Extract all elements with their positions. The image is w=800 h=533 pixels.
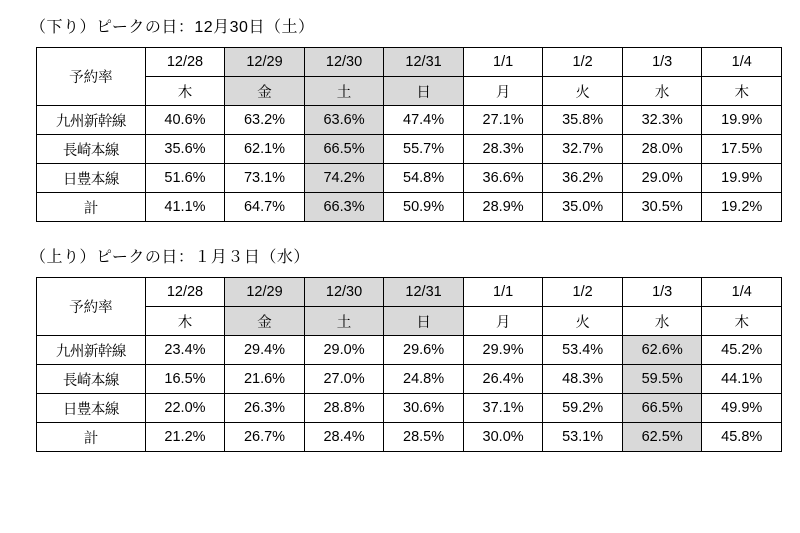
table-cell-rate: 27.0% [304, 365, 384, 394]
table-cell-rate: 30.5% [622, 193, 702, 222]
column-header-date: 12/31 [384, 278, 464, 307]
table-cell-rate: 28.0% [622, 135, 702, 164]
column-header-dayofweek: 木 [702, 307, 782, 336]
column-header-dayofweek: 土 [304, 307, 384, 336]
column-header-dayofweek: 月 [463, 307, 543, 336]
table-cell-rate: 63.6% [304, 106, 384, 135]
table-cell-rate: 30.6% [384, 394, 464, 423]
table-cell-rate: 30.0% [463, 423, 543, 452]
table-corner-label: 予約率 [37, 48, 146, 106]
table-cell-rate: 49.9% [702, 394, 782, 423]
column-header-dayofweek: 木 [702, 77, 782, 106]
column-header-date: 12/31 [384, 48, 464, 77]
table-cell-rate: 35.0% [543, 193, 623, 222]
row-label: 九州新幹線 [37, 336, 146, 365]
row-label: 長崎本線 [37, 365, 146, 394]
column-header-date: 1/4 [702, 278, 782, 307]
table-cell-rate: 19.9% [702, 106, 782, 135]
column-header-dayofweek: 土 [304, 77, 384, 106]
table-cell-rate: 28.9% [463, 193, 543, 222]
table-row [37, 135, 782, 164]
table-cell-rate: 51.6% [145, 164, 225, 193]
table-cell-rate: 64.7% [225, 193, 305, 222]
section-inbound [30, 244, 778, 452]
table-cell-rate: 63.2% [225, 106, 305, 135]
section-caption-outbound: （下り）ピークの日：12月30日（土） [30, 19, 315, 36]
table-row [37, 394, 782, 423]
column-header-dayofweek: 水 [622, 307, 702, 336]
column-header-date: 1/2 [543, 278, 623, 307]
section-outbound [30, 14, 778, 222]
column-header-dayofweek: 金 [225, 307, 305, 336]
table-cell-rate: 21.6% [225, 365, 305, 394]
table-cell-rate: 74.2% [304, 164, 384, 193]
table-header-dow-row [37, 77, 782, 106]
table-cell-rate: 29.0% [622, 164, 702, 193]
table-cell-rate: 26.3% [225, 394, 305, 423]
table-header-date-row [37, 278, 782, 307]
table-cell-rate: 19.9% [702, 164, 782, 193]
table-cell-rate: 26.7% [225, 423, 305, 452]
table-header-dow-row [37, 307, 782, 336]
table-cell-rate: 28.3% [463, 135, 543, 164]
table-cell-rate: 55.7% [384, 135, 464, 164]
table-cell-rate: 62.5% [622, 423, 702, 452]
table-cell-rate: 24.8% [384, 365, 464, 394]
table-cell-rate: 66.5% [304, 135, 384, 164]
table-cell-rate: 16.5% [145, 365, 225, 394]
table-row [37, 336, 782, 365]
column-header-dayofweek: 木 [145, 77, 225, 106]
column-header-date: 12/28 [145, 48, 225, 77]
table-cell-rate: 29.9% [463, 336, 543, 365]
table-cell-rate: 22.0% [145, 394, 225, 423]
column-header-date: 12/29 [225, 278, 305, 307]
table-cell-rate: 36.2% [543, 164, 623, 193]
column-header-dayofweek: 金 [225, 77, 305, 106]
table-cell-rate: 37.1% [463, 394, 543, 423]
row-label: 計 [37, 423, 146, 452]
table-cell-rate: 62.6% [622, 336, 702, 365]
row-label: 九州新幹線 [37, 106, 146, 135]
column-header-date: 1/1 [463, 48, 543, 77]
column-header-date: 1/3 [622, 48, 702, 77]
section-caption-inbound: （上り）ピークの日：１月３日（水） [30, 249, 310, 266]
table-cell-rate: 28.4% [304, 423, 384, 452]
column-header-date: 1/2 [543, 48, 623, 77]
row-label: 長崎本線 [37, 135, 146, 164]
table-cell-rate: 59.5% [622, 365, 702, 394]
table-cell-rate: 40.6% [145, 106, 225, 135]
table-cell-rate: 73.1% [225, 164, 305, 193]
column-header-dayofweek: 火 [543, 307, 623, 336]
table-cell-rate: 53.4% [543, 336, 623, 365]
table-cell-rate: 29.0% [304, 336, 384, 365]
table-row [37, 164, 782, 193]
column-header-dayofweek: 日 [384, 77, 464, 106]
table-cell-rate: 27.1% [463, 106, 543, 135]
table-cell-rate: 47.4% [384, 106, 464, 135]
table-cell-rate: 53.1% [543, 423, 623, 452]
table-cell-rate: 45.2% [702, 336, 782, 365]
row-label: 日豊本線 [37, 394, 146, 423]
table-cell-rate: 59.2% [543, 394, 623, 423]
table-cell-rate: 23.4% [145, 336, 225, 365]
table-cell-rate: 66.3% [304, 193, 384, 222]
column-header-dayofweek: 月 [463, 77, 543, 106]
table-cell-rate: 44.1% [702, 365, 782, 394]
table-row [37, 365, 782, 394]
table-cell-rate: 36.6% [463, 164, 543, 193]
table-cell-rate: 48.3% [543, 365, 623, 394]
column-header-date: 1/3 [622, 278, 702, 307]
table-cell-rate: 32.3% [622, 106, 702, 135]
table-cell-rate: 17.5% [702, 135, 782, 164]
column-header-dayofweek: 水 [622, 77, 702, 106]
table-cell-rate: 32.7% [543, 135, 623, 164]
column-header-date: 12/29 [225, 48, 305, 77]
table-cell-rate: 21.2% [145, 423, 225, 452]
table-cell-rate: 50.9% [384, 193, 464, 222]
column-header-date: 1/1 [463, 278, 543, 307]
column-header-dayofweek: 木 [145, 307, 225, 336]
table-cell-rate: 35.8% [543, 106, 623, 135]
table-cell-rate: 66.5% [622, 394, 702, 423]
table-cell-rate: 45.8% [702, 423, 782, 452]
table-row [37, 423, 782, 452]
table-cell-rate: 54.8% [384, 164, 464, 193]
table-cell-rate: 29.6% [384, 336, 464, 365]
column-header-date: 12/30 [304, 278, 384, 307]
table-cell-rate: 26.4% [463, 365, 543, 394]
table-cell-rate: 28.5% [384, 423, 464, 452]
table-row [37, 106, 782, 135]
table-cell-rate: 29.4% [225, 336, 305, 365]
column-header-date: 12/30 [304, 48, 384, 77]
column-header-dayofweek: 日 [384, 307, 464, 336]
table-header-date-row [37, 48, 782, 77]
row-label: 計 [37, 193, 146, 222]
table-row [37, 193, 782, 222]
table-cell-rate: 28.8% [304, 394, 384, 423]
table-cell-rate: 62.1% [225, 135, 305, 164]
column-header-date: 1/4 [702, 48, 782, 77]
reservation-rate-table-inbound [36, 277, 782, 452]
table-cell-rate: 41.1% [145, 193, 225, 222]
table-corner-label: 予約率 [37, 278, 146, 336]
row-label: 日豊本線 [37, 164, 146, 193]
table-cell-rate: 19.2% [702, 193, 782, 222]
table-cell-rate: 35.6% [145, 135, 225, 164]
reservation-rate-table-outbound [36, 47, 782, 222]
column-header-date: 12/28 [145, 278, 225, 307]
column-header-dayofweek: 火 [543, 77, 623, 106]
